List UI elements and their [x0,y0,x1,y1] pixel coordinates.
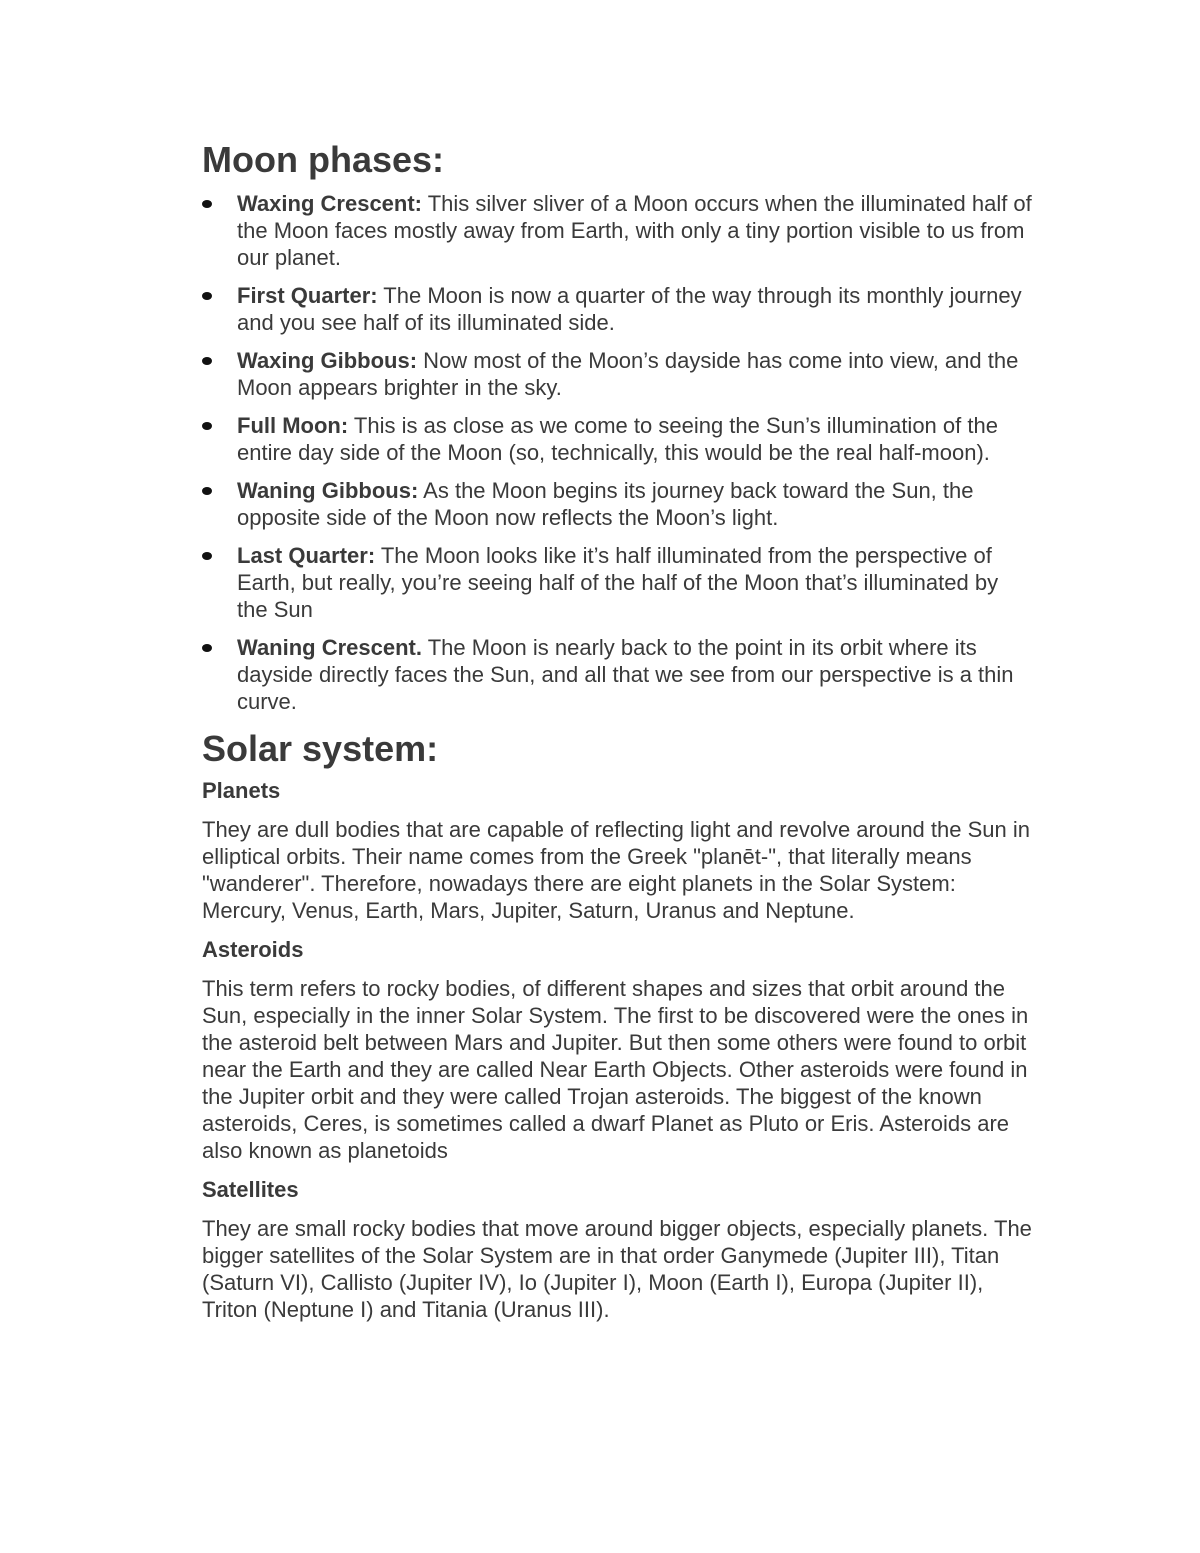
list-item [202,347,1032,401]
phase-term: First Quarter: [237,283,378,308]
bullet-icon [202,422,212,430]
moon-phases-heading: Moon phases: [202,139,445,180]
satellites-paragraph: They are small rocky bodies that move around bigger objects, especially planets. The bigger satellites of the Solar System are in that order Ganymede (Jupiter III), Titan (Saturn VI), Callisto (Jupiter IV), Io (Jupiter I), Moon (Earth I), Europa (Jupiter II), Triton (Neptune I) and Titania (Uranus III). [202,1216,1032,1322]
asteroids-paragraph: This term refers to rocky bodies, of different shapes and sizes that orbit around the Sun, especially in the inner Solar System. The first to be discovered were the ones in the asteroid belt between Mars and Jupiter. But then some others were found to orbit near the Earth and they are called Near Earth Objects. Other asteroids were found in the Jupiter orbit and they were called Trojan asteroids. The biggest of the known asteroids, Ceres, is sometimes called a dwarf Planet as Pluto or Eris. Asteroids are also known as planetoids [202,976,1029,1163]
bullet-icon [202,292,212,300]
phase-term: Last Quarter: [237,543,376,568]
document-page [202,138,1042,1335]
planets-heading: Planets [202,778,281,803]
list-item [202,282,1032,336]
asteroids-heading: Asteroids [202,937,304,962]
list-item [202,190,1032,271]
list-item [202,412,1032,466]
phase-term: Waning Crescent. [237,635,422,660]
bullet-icon [202,200,212,208]
phase-description: Now most of the Moon’s dayside has come into view, and the Moon appears brighter in the sky. [237,348,1019,400]
phase-description: The Moon is nearly back to the point in its orbit where its dayside directly faces the Sun, and all that we see from our perspective is a thin curve. [237,635,1014,714]
list-item [202,542,1032,623]
moon-phases-list [202,190,1042,715]
list-item [202,477,1032,531]
bullet-icon [202,357,212,365]
satellites-heading: Satellites [202,1177,299,1202]
bullet-icon [202,487,212,495]
bullet-icon [202,644,212,652]
phase-term: Full Moon: [237,413,349,438]
phase-term: Waning Gibbous: [237,478,419,503]
phase-description: The Moon is now a quarter of the way through its monthly journey and you see half of its illuminated side. [237,283,1022,335]
planets-paragraph: They are dull bodies that are capable of reflecting light and revolve around the Sun in elliptical orbits. Their name comes from the Greek "planēt-", that literally means "wanderer". Therefore, nowadays there are eight planets in the Solar System: Mercury, Venus, Earth, Mars, Jupiter, Saturn, Uranus and Neptune. [202,817,1030,923]
solar-system-heading: Solar system: [202,728,439,769]
bullet-icon [202,552,212,560]
phase-term: Waxing Crescent: [237,191,423,216]
phase-term: Waxing Gibbous: [237,348,418,373]
list-item [202,634,1032,715]
phase-description: As the Moon begins its journey back toward the Sun, the opposite side of the Moon now reflects the Moon’s light. [237,478,974,530]
phase-description: This silver sliver of a Moon occurs when the illuminated half of the Moon faces mostly away from Earth, with only a tiny portion visible to us from our planet. [237,191,1032,270]
phase-description: The Moon looks like it’s half illuminated from the perspective of Earth, but really, you’re seeing half of the half of the Moon that’s illuminated by the Sun [237,543,999,622]
phase-description: This is as close as we come to seeing the Sun’s illumination of the entire day side of the Moon (so, technically, this would be the real half-moon). [237,413,998,465]
